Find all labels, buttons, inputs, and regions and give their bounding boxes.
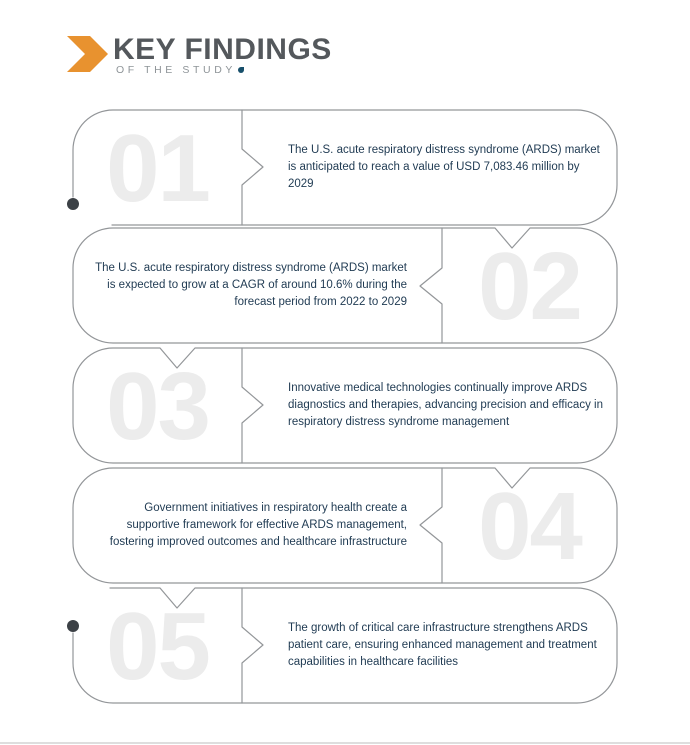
finding-1-number: 01 — [106, 114, 209, 222]
finding-4-text-label: Government initiatives in respiratory health create a supportive framework for effective ARDS management, fostering improved outcomes and healthcare infrastructure — [109, 502, 407, 548]
finding-3-number: 03 — [106, 352, 209, 460]
finding-3-text-label: Innovative medical technologies continually improve ARDS diagnostics and therapies, advancing precision and efficacy in respiratory distress syndrome management — [288, 382, 603, 428]
logo-arrow-icon — [67, 36, 108, 72]
finding-5-text-label: The growth of critical care infrastructure strengthens ARDS patient care, ensuring enhanced management and treatment capabilities in healthcare facilities — [288, 622, 597, 668]
finding-2-number: 02 — [478, 232, 581, 340]
finding-3-text — [288, 348, 606, 463]
finding-4-number: 04 — [478, 472, 581, 580]
finding-1-text — [288, 110, 606, 225]
finding-1-text-label: The U.S. acute respiratory distress syndrome (ARDS) market is anticipated to reach a value of USD 7,083.46 million by 2029 — [288, 144, 600, 190]
bubble-4-divider-chevron — [420, 468, 442, 583]
finding-5-number: 05 — [106, 592, 209, 700]
bubble-5-divider-chevron — [242, 588, 263, 703]
finding-2-text — [95, 228, 407, 343]
page-subtitle-label: OF THE STUDY — [116, 64, 237, 76]
bubble-2-divider-chevron — [420, 228, 442, 343]
bubble-3-divider-chevron — [242, 348, 263, 463]
subtitle-dot-icon — [238, 67, 244, 73]
finding-5-text — [288, 588, 606, 703]
bubble-1-divider-chevron — [242, 110, 263, 225]
page-subtitle — [116, 64, 244, 76]
finding-2-text-label: The U.S. acute respiratory distress syndrome (ARDS) market is expected to grow at a CAGR of around 10.6% during the forecast period from 2022 to 2029 — [95, 262, 407, 308]
page-title: KEY FINDINGS — [113, 33, 332, 66]
finding-4-text — [95, 468, 407, 583]
